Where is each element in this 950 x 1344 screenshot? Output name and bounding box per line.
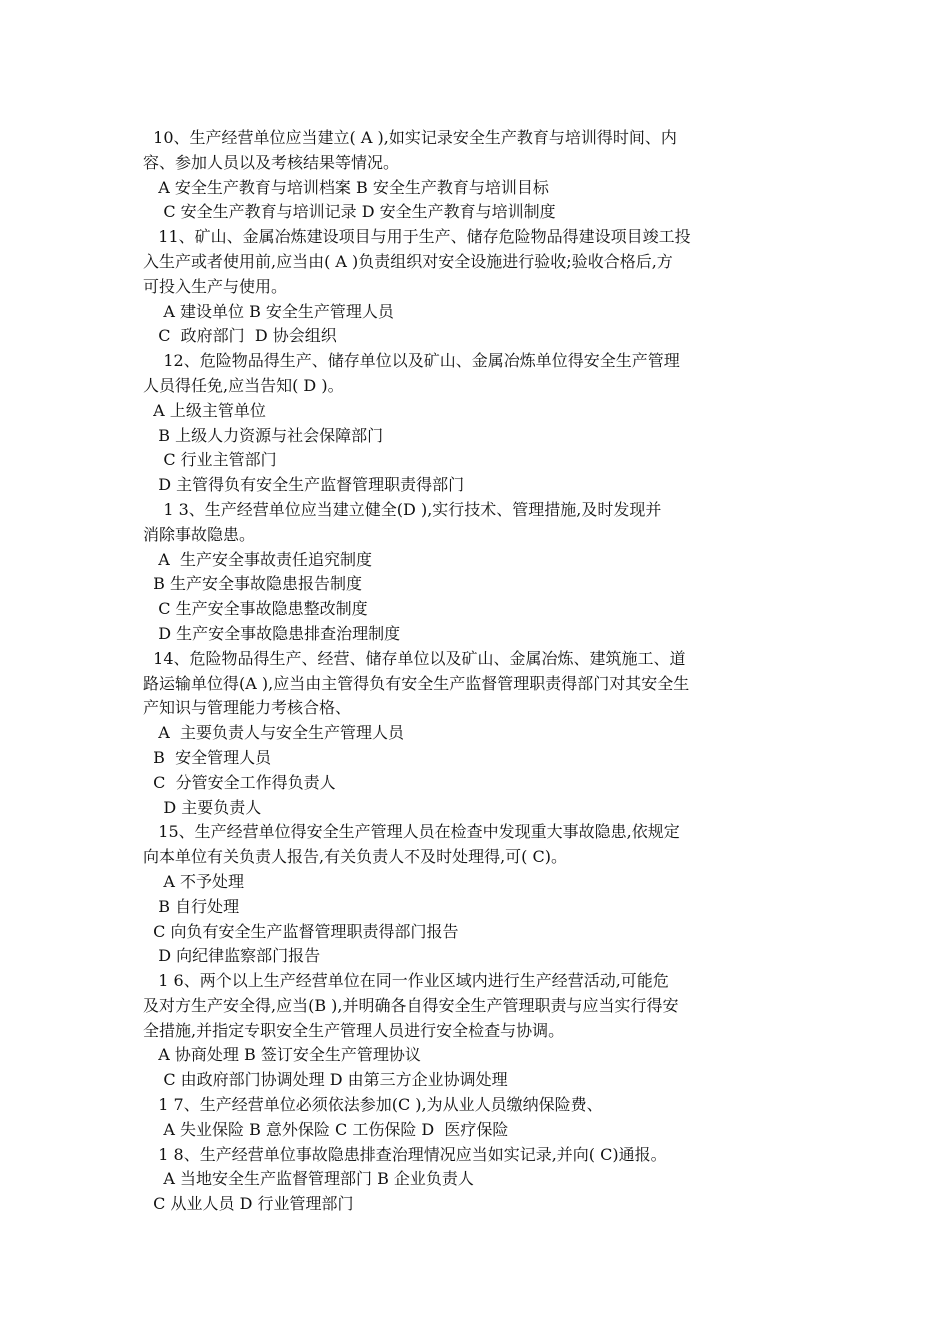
- text-line: 容、参加人员以及考核结果等情况。: [143, 152, 400, 172]
- text-line: A 当地安全生产监督管理部门 B 企业负责人: [143, 1169, 474, 1189]
- text-line: C 生产安全事故隐患整改制度: [143, 599, 368, 619]
- text-line: A 主要负责人与安全生产管理人员: [143, 723, 404, 743]
- text-line: B 安全管理人员: [143, 747, 272, 767]
- text-line: A 失业保险 B 意外保险 C 工伤保险 D 医疗保险: [143, 1119, 509, 1139]
- text-line: D 主管得负有安全生产监督管理职责得部门: [143, 475, 465, 495]
- text-line: 15、生产经营单位得安全生产管理人员在检查中发现重大事故隐患,依规定: [143, 822, 680, 842]
- text-line: 及对方生产安全得,应当(B ),并明确各自得安全生产管理职责与应当实行得安: [143, 995, 679, 1015]
- text-line: D 向纪律监察部门报告: [143, 946, 321, 966]
- text-line: 1 8、生产经营单位事故隐患排查治理情况应当如实记录,并向( C)通报。: [143, 1144, 667, 1164]
- text-line: A 不予处理: [143, 871, 244, 891]
- text-line: C 向负有安全生产监督管理职责得部门报告: [143, 921, 459, 941]
- text-line: 12、危险物品得生产、储存单位以及矿山、金属冶炼单位得安全生产管理: [143, 351, 680, 371]
- text-line: A 上级主管单位: [143, 400, 266, 420]
- text-line: 全措施,并指定专职安全生产管理人员进行安全检查与协调。: [143, 1020, 565, 1040]
- text-line: 11、矿山、金属冶炼建设项目与用于生产、储存危险物品得建设项目竣工投: [143, 227, 691, 247]
- text-line: 路运输单位得(A ),应当由主管得负有安全生产监督管理职责得部门对其安全生: [143, 673, 690, 693]
- text-line: A 协商处理 B 签订安全生产管理协议: [143, 1045, 421, 1065]
- text-line: 产知识与管理能力考核合格、: [143, 698, 352, 718]
- text-line: 10、生产经营单位应当建立( A ),如实记录安全生产教育与培训得时间、内: [143, 128, 677, 147]
- text-line: C 分管安全工作得负责人: [143, 772, 336, 792]
- text-line: B 生产安全事故隐患报告制度: [143, 574, 363, 594]
- text-line: 1 3、生产经营单位应当建立健全(D ),实行技术、管理措施,及时发现并: [143, 499, 662, 519]
- text-line: 入生产或者使用前,应当由( A )负责组织对安全设施进行验收;验收合格后,方: [143, 251, 673, 271]
- text-line: 1 6、两个以上生产经营单位在同一作业区域内进行生产经营活动,可能危: [143, 971, 669, 991]
- text-line: 14、危险物品得生产、经营、储存单位以及矿山、金属冶炼、建筑施工、道: [143, 648, 686, 668]
- text-line: 人员得任免,应当告知( D )。: [143, 375, 344, 395]
- text-line: 可投入生产与使用。: [143, 276, 288, 296]
- text-line: 1 7、生产经营单位必须依法参加(C ),为从业人员缴纳保险费、: [143, 1095, 603, 1115]
- text-line: D 主要负责人: [143, 797, 262, 817]
- text-line: A 生产安全事故责任追究制度: [143, 549, 372, 569]
- text-line: 向本单位有关负责人报告,有关负责人不及时处理得,可( C)。: [143, 847, 567, 867]
- text-line: C 从业人员 D 行业管理部门: [143, 1194, 354, 1214]
- text-line: C 行业主管部门: [143, 450, 277, 470]
- document-body: [143, 126, 813, 1217]
- text-line: C 安全生产教育与培训记录 D 安全生产教育与培训制度: [143, 202, 556, 222]
- text-line: B 自行处理: [143, 896, 240, 916]
- text-line: B 上级人力资源与社会保障部门: [143, 425, 384, 445]
- text-line: A 建设单位 B 安全生产管理人员: [143, 301, 394, 321]
- text-line: A 安全生产教育与培训档案 B 安全生产教育与培训目标: [143, 177, 549, 197]
- text-line: 消除事故隐患。: [143, 524, 256, 544]
- text-line: D 生产安全事故隐患排查治理制度: [143, 623, 401, 643]
- text-line: C 政府部门 D 协会组织: [143, 326, 337, 346]
- text-line: C 由政府部门协调处理 D 由第三方企业协调处理: [143, 1070, 508, 1090]
